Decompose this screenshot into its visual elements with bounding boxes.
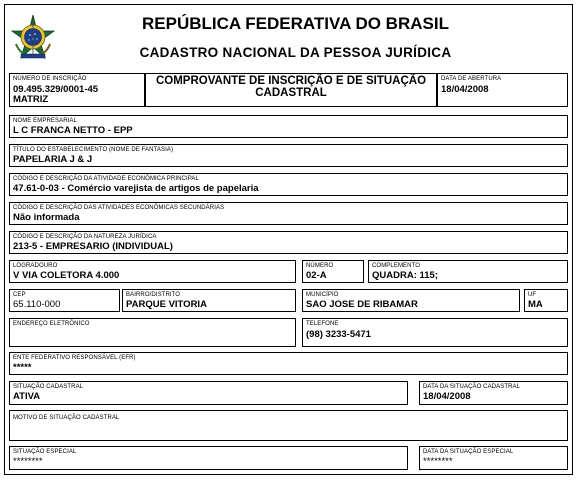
efr-value: *****	[13, 362, 32, 373]
uf-label: UF	[528, 292, 537, 298]
situacao-box	[9, 381, 408, 405]
abertura-value: 18/04/2008	[441, 84, 489, 95]
uf-value: MA	[528, 299, 543, 310]
inscricao-type: MATRIZ	[13, 94, 49, 105]
complemento-label: COMPLEMENTO	[372, 263, 420, 269]
situacao-data-label: DATA DA SITUAÇÃO CADASTRAL	[423, 384, 521, 390]
cep-label: CEP	[13, 292, 26, 298]
natureza-juridica-label: CÓDIGO E DESCRIÇÃO DA NATUREZA JURÍDICA	[13, 234, 157, 240]
motivo-box	[9, 410, 568, 441]
telefone-value: (98) 3233-5471	[306, 329, 371, 340]
abertura-box	[437, 73, 568, 107]
nome-empresarial-box	[9, 115, 568, 138]
bairro-box	[122, 289, 296, 312]
situacao-especial-data-value: ********	[423, 456, 453, 467]
municipio-box	[302, 289, 520, 312]
email-label: ENDEREÇO ELETRÔNICO	[13, 321, 90, 327]
inscricao-label: NÚMERO DE INSCRIÇÃO	[13, 76, 87, 82]
motivo-label: MOTIVO DE SITUAÇÃO CADASTRAL	[13, 415, 120, 421]
situacao-label: SITUAÇÃO CADASTRAL	[13, 384, 84, 390]
situacao-value: ATIVA	[13, 391, 41, 402]
nome-empresarial-value: L C FRANCA NETTO - EPP	[13, 125, 133, 136]
efr-box	[9, 352, 568, 375]
numero-value: 02-A	[306, 270, 327, 281]
telefone-label: TELEFONE	[306, 321, 339, 327]
numero-label: NÚMERO	[306, 263, 334, 269]
situacao-especial-data-box	[419, 446, 568, 470]
situacao-especial-value: ********	[13, 456, 43, 467]
atividades-secundarias-label: CÓDIGO E DESCRIÇÃO DAS ATIVIDADES ECONÔMICAS SECUNDÁRIAS	[13, 205, 225, 211]
email-box	[9, 318, 296, 347]
comprovante-line2: CADASTRAL	[255, 87, 327, 99]
bairro-value: PARQUE VITORIA	[126, 299, 207, 310]
situacao-especial-box	[9, 446, 408, 470]
logradouro-value: V VIA COLETORA 4.000	[13, 270, 120, 281]
comprovante-line1: COMPROVANTE DE INSCRIÇÃO E DE SITUAÇÃO	[155, 75, 427, 87]
atividade-principal-value: 47.61-0-03 - Comércio varejista de artigos de papelaria	[13, 183, 259, 194]
situacao-especial-label: SITUAÇÃO ESPECIAL	[13, 449, 77, 455]
inscricao-box	[9, 73, 145, 107]
logradouro-box	[9, 260, 296, 283]
numero-box	[302, 260, 364, 283]
fantasia-label: TÍTULO DO ESTABELECIMENTO (NOME DE FANTASIA)	[13, 147, 174, 153]
page-subtitle: CADASTRO NACIONAL DA PESSOA JURÍDICA	[139, 45, 452, 60]
logradouro-label: LOGRADOURO	[13, 263, 58, 269]
cep-box	[9, 289, 120, 312]
situacao-data-box	[419, 381, 568, 405]
inscricao-number: 09.495.329/0001-45	[13, 84, 99, 95]
comprovante-title	[146, 75, 436, 99]
fantasia-box	[9, 144, 568, 167]
bairro-label: BAIRRO/DISTRITO	[126, 292, 181, 298]
nome-empresarial-label: NOME EMPRESARIAL	[13, 118, 77, 124]
complemento-box	[368, 260, 568, 283]
telefone-box	[302, 318, 568, 347]
abertura-label: DATA DE ABERTURA	[441, 76, 502, 82]
atividade-principal-label: CÓDIGO E DESCRIÇÃO DA ATIVIDADE ECONÔMICA PRINCIPAL	[13, 176, 199, 182]
situacao-data-value: 18/04/2008	[423, 391, 471, 402]
municipio-label: MUNICÍPIO	[306, 292, 339, 298]
situacao-especial-data-label: DATA DA SITUAÇÃO ESPECIAL	[423, 449, 514, 455]
atividades-secundarias-value: Não informada	[13, 212, 80, 223]
municipio-value: SAO JOSE DE RIBAMAR	[306, 299, 418, 310]
uf-box	[524, 289, 568, 312]
page-title: REPÚBLICA FEDERATIVA DO BRASIL	[142, 14, 449, 33]
atividade-principal-box	[9, 173, 568, 196]
atividades-secundarias-box	[9, 202, 568, 225]
natureza-juridica-value: 213-5 - EMPRESARIO (INDIVIDUAL)	[13, 241, 173, 252]
brazil-coat-of-arms-icon	[10, 14, 56, 60]
natureza-juridica-box	[9, 231, 568, 254]
cep-value: 65.110-000	[13, 299, 61, 310]
fantasia-value: PAPELARIA J & J	[13, 154, 93, 165]
efr-label: ENTE FEDERATIVO RESPONSÁVEL (EFR)	[13, 355, 136, 361]
complemento-value: QUADRA: 115;	[372, 270, 438, 281]
